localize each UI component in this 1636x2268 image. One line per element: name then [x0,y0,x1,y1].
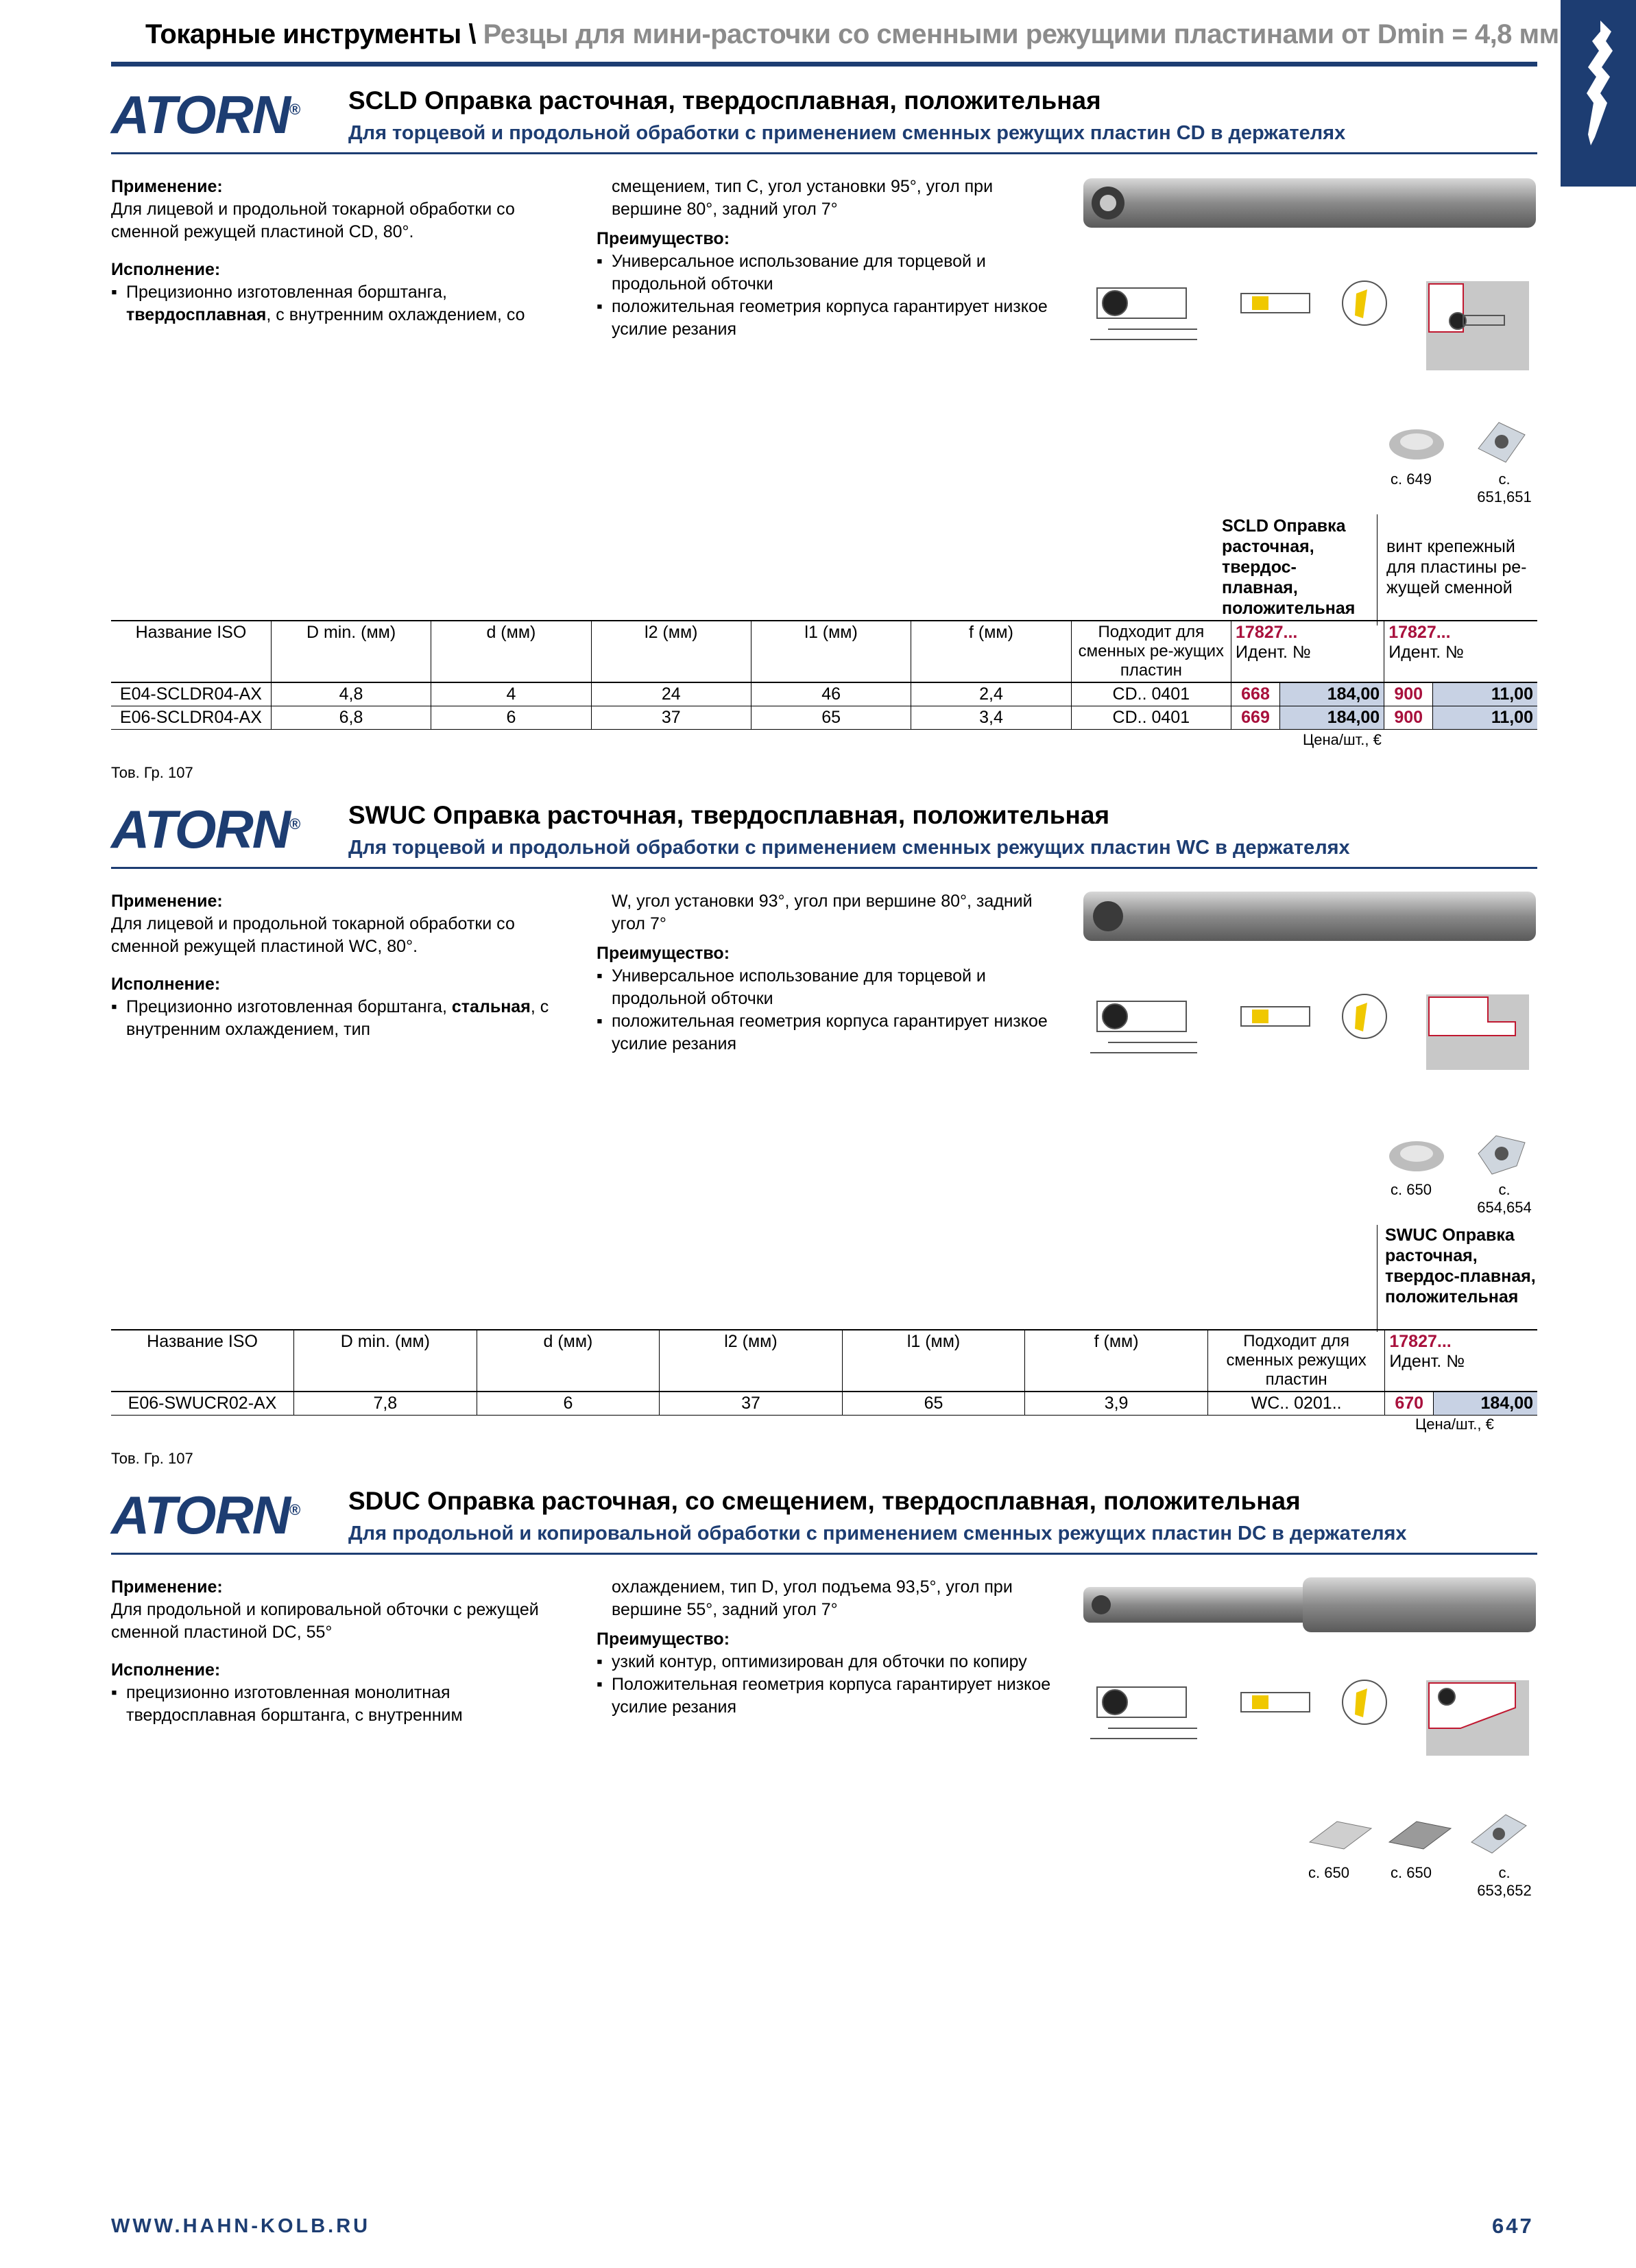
execution-label: Исполнение: [111,260,221,279]
col-divider [1377,514,1378,625]
insert-icon [1465,1808,1533,1860]
execution-continued: охлаждением, тип D, угол подъема 93,5°, угол при вершине 55°, задний угол 7° [612,1577,1013,1619]
insert-icon [1385,1132,1454,1181]
product-title: SWUC Оправка расточная, твердосплавная, положительная [348,801,1110,829]
atorn-logo: ATORN® [111,799,300,859]
header-divider [111,62,1537,67]
col-header-bar: SWUC Оправка расточная, твердос-плавная, положительная [1385,1226,1536,1306]
product-desc-col2 [597,890,1063,1055]
application-label: Применение: [111,177,223,196]
price-note: Цена/шт., € [1415,1416,1494,1433]
advantage-label: Преимущество: [597,1630,730,1649]
product-subtitle: Для торцевой и продольной обработки с применением сменных режущих пластин CD в держателях [348,122,1346,144]
advantage-item: ▪ Универсальное использование для торцевой и продольной обточки [597,250,1063,296]
table-row: E06-SCLDR04-AX 6,8 6 37 65 3,4 CD.. 0401 669 184,00 900 11,00 [111,706,1537,730]
execution-continued: смещением, тип С, угол установки 95°, угол при вершине 80°, задний угол 7° [612,177,994,219]
table-row: E06-SWUCR02-AX 7,8 6 37 65 3,9 WC.. 0201.. 670 184,00 [111,1392,1537,1416]
product-table [111,1329,1537,1416]
th-insert: Подходит для сменных ре-жущих пластин [1071,621,1231,682]
page-ref: с. 649 [1391,470,1432,488]
page-header-title [145,19,1559,50]
product-title: SCLD Оправка расточная, твердосплавная, положительная [348,86,1101,115]
product-group: Тов. Гр. 107 [111,764,193,781]
advantage-label: Преимущество: [597,229,730,248]
th-dmin: D min. (мм) [294,1330,477,1392]
advantage-item: ▪ Положительная геометрия корпуса гарантирует низкое усилие резания [597,1673,1063,1719]
page-number: 647 [1492,2214,1534,2238]
product-title: SDUC Оправка расточная, со смещением, твердосплавная, положительная [348,1487,1301,1515]
page-ref: с. 650 [1391,1864,1432,1881]
atorn-logo: ATORN® [111,84,300,145]
insert-icon [1385,420,1454,469]
page-ref: с. 653,652 [1477,1864,1532,1899]
table-header-row [111,1330,1537,1392]
th-d: d (мм) [431,621,591,682]
product-table [111,620,1537,730]
th-iso: Название ISO [111,1330,294,1392]
page-ref: с. 650 [1391,1181,1432,1198]
product-desc-col1 [111,1576,577,1727]
section-tab [1561,0,1636,187]
application-text: Для лицевой и продольной токарной обработки со сменной режущей пластиной WC, 80°. [111,914,515,956]
product-desc-col2 [597,176,1063,341]
header-separator: \ [468,19,476,49]
application-text: Для лицевой и продольной токарной обработки со сменной режущей пластиной CD, 80°. [111,200,515,241]
product-desc-col1 [111,176,577,326]
header-main: Токарные инструменты [145,19,461,49]
page-ref: с. 651,651 [1477,470,1532,505]
boring-bar-photo [1076,1571,1537,1769]
boring-bar-photo [1076,171,1537,377]
product-divider [111,152,1537,154]
product-divider [111,867,1537,869]
th-iso: Название ISO [111,621,271,682]
boring-bar-photo [1076,885,1537,1090]
product-divider [111,1553,1537,1555]
th-ident-bar: 17827... Идент. № [1385,1330,1537,1392]
advantage-item: ▪ узкий контур, оптимизирован для обточки по копиру [597,1651,1063,1673]
atorn-logo: ATORN® [111,1485,300,1545]
footer-url[interactable]: WWW.HAHN-KOLB.RU [111,2215,371,2237]
col-header-bar: SCLD Оправка расточная, твердос-плавная, положительная [1222,516,1356,618]
product-group: Тов. Гр. 107 [111,1450,193,1467]
execution-continued: W, угол установки 93°, угол при вершине 80°, задний угол 7° [612,892,1033,933]
advantage-item: ▪ Универсальное использование для торцевой и продольной обточки [597,965,1063,1010]
execution-label: Исполнение: [111,1660,221,1680]
screw-icon [1465,414,1533,469]
table-row: E04-SCLDR04-AX 4,8 4 24 46 2,4 CD.. 0401 668 184,00 900 11,00 [111,682,1537,706]
th-f: f (мм) [911,621,1071,682]
col-header-screw: винт крепежный для пластины ре-жущей сменной [1386,537,1527,597]
advantage-label: Преимущество: [597,944,730,963]
th-l1: l1 (мм) [842,1330,1025,1392]
th-ident-screw: 17827... Идент. № [1384,621,1537,682]
application-label: Применение: [111,892,223,911]
product-subtitle: Для продольной и копировальной обработки с применением сменных режущих пластин DC в держателях [348,1523,1407,1544]
page-ref: с. 650 [1308,1864,1349,1881]
execution-text: ▪ прецизионно изготовленная монолитная твердосплавная борштанга, с внутренним [111,1682,577,1727]
th-l2: l2 (мм) [591,621,751,682]
execution-text: ▪ Прецизионно изготовленная борштанга, твердосплавная, с внутренним охлаждением, со [111,281,577,326]
insert-icon [1465,1126,1533,1181]
product-desc-col2 [597,1576,1063,1719]
th-dmin: D min. (мм) [271,621,431,682]
th-l2: l2 (мм) [660,1330,843,1392]
application-text: Для продольной и копировальной обточки с режущей сменной пластиной DC, 55° [111,1600,539,1642]
header-sub: Резцы для мини-расточки со сменными режущими пластинами от Dmin = 4,8 мм [483,19,1559,49]
table-header-row [111,621,1537,682]
th-d: d (мм) [477,1330,660,1392]
th-l1: l1 (мм) [751,621,911,682]
advantage-item: ▪ положительная геометрия корпуса гарантирует низкое усилие резания [597,296,1063,341]
page-ref: с. 654,654 [1477,1181,1532,1216]
th-ident-bar: 17827... Идент. № [1231,621,1384,682]
drill-icon [1561,0,1636,187]
execution-text: ▪ Прецизионно изготовленная борштанга, стальная, с внутренним охлаждением, тип [111,996,577,1041]
product-desc-col1 [111,890,577,1041]
col-divider [1377,1225,1378,1332]
th-f: f (мм) [1025,1330,1208,1392]
insert-icon [1303,1815,1378,1856]
price-note: Цена/шт., € [1303,731,1382,748]
application-label: Применение: [111,1577,223,1597]
advantage-item: ▪ положительная геометрия корпуса гарантирует низкое усилие резания [597,1010,1063,1055]
product-subtitle: Для торцевой и продольной обработки с применением сменных режущих пластин WC в держателях [348,837,1350,859]
th-insert: Подходит для сменных режущих пластин [1207,1330,1384,1392]
insert-icon [1382,1815,1458,1856]
execution-label: Исполнение: [111,975,221,994]
